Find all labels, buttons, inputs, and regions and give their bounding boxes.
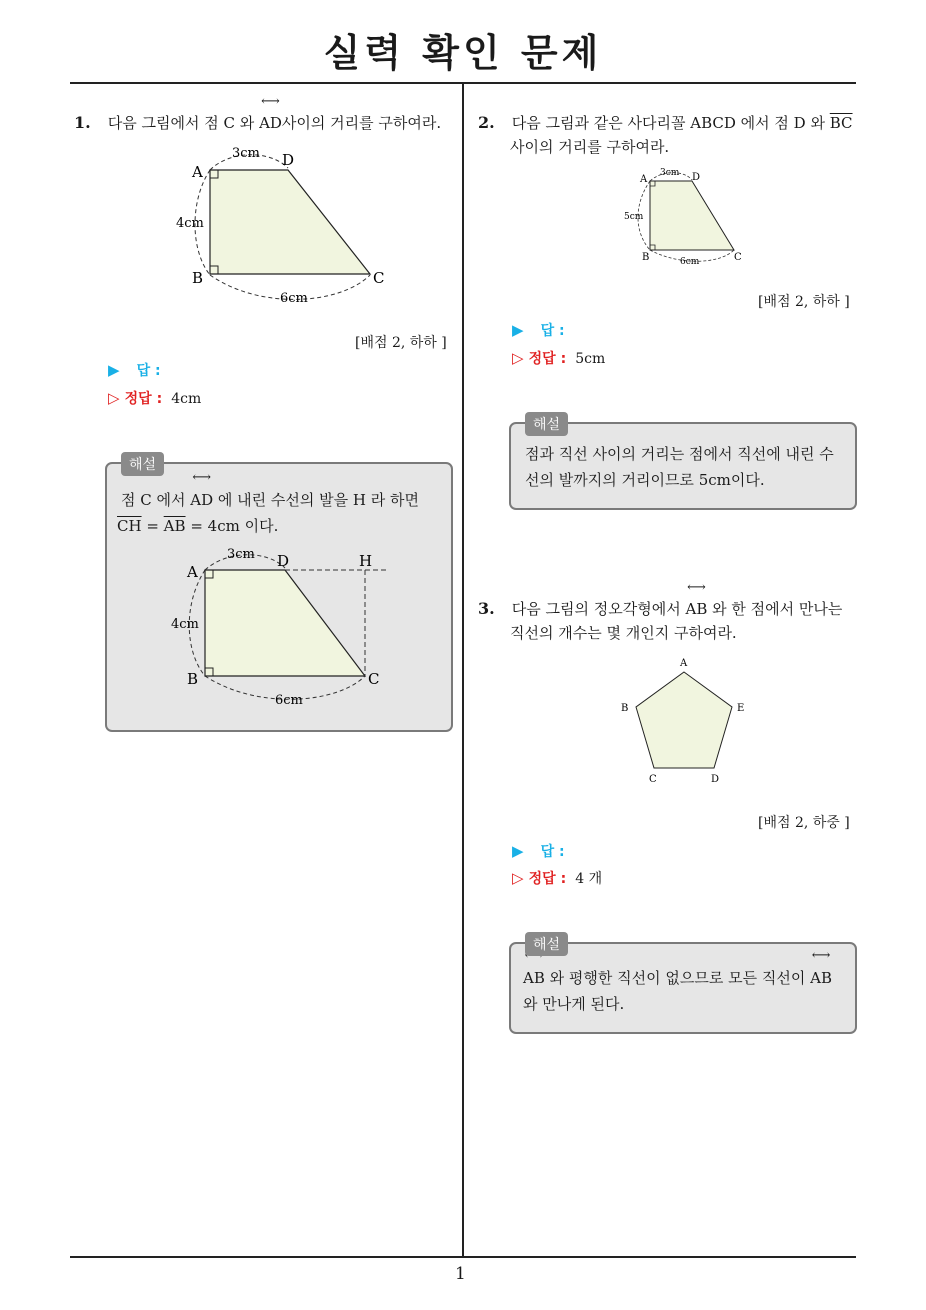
vertex-a: A [640, 174, 648, 185]
vertex-b: B [642, 252, 650, 263]
explanation-1-figure [167, 544, 407, 714]
explanation-1-line1: 점 C 에서 ⟷ AD 에 내린 수선의 발을 H 라 하면 [121, 486, 446, 514]
vertex-c: C [649, 774, 657, 785]
explanation-3-line2: 와 만나게 된다. [523, 995, 625, 1013]
explanation-3-line-name: ⟷ AB [523, 964, 545, 992]
correct-triangle-icon: ▷ [512, 349, 524, 367]
page-number: 1 [455, 1264, 466, 1284]
problem-1-figure [170, 140, 400, 310]
problem-1-text-before: 다음 그림에서 점 C 와 [107, 114, 255, 132]
problem-3-explanation-box [509, 937, 857, 1034]
problem-1-score: [배점 2, 하하 ] [355, 335, 447, 351]
problem-3 [478, 596, 863, 622]
problem-1-text-after: 사이의 거리를 구하여라. [281, 114, 442, 132]
vertex-d: D [692, 172, 701, 183]
problem-3-line-name: ⟷ AB [686, 596, 708, 622]
length-top: 3cm [227, 547, 255, 562]
explanation-1-tag: 해설 [121, 452, 164, 476]
regular-pentagon [636, 672, 732, 768]
vertex-a: A [680, 658, 688, 669]
correct-label: 정답 : [124, 391, 163, 407]
problem-2-segment-name: $\overline{BC}$ [829, 114, 853, 132]
length-top: 3cm [660, 168, 680, 178]
vertex-a: A [187, 563, 198, 581]
problem-2-correct-value: 5cm [575, 351, 606, 367]
explanation-2-line1: 점과 직선 사이의 거리는 점에서 직선에 내린 수 [525, 445, 834, 463]
column-divider [462, 83, 464, 1256]
problem-2-explanation-box [509, 417, 857, 510]
problem-2-figure [620, 164, 750, 270]
explanation-2-tag: 해설 [525, 412, 568, 436]
vertex-b: B [187, 670, 199, 688]
answer-triangle-icon: ▶ [512, 842, 524, 860]
problem-2-text-before: 다음 그림과 같은 사다리꼴 ABCD 에서 점 D 와 [511, 114, 825, 132]
vertex-c: C [373, 269, 385, 287]
problem-3-figure [615, 652, 755, 790]
problem-3-correct-row [512, 868, 602, 888]
problem-2-score: [배점 2, 하하 ] [758, 294, 850, 310]
length-left: 4cm [171, 617, 199, 632]
answer-triangle-icon: ▶ [108, 361, 120, 379]
length-left: 5cm [624, 212, 644, 222]
problem-3-text-before: 다음 그림의 정오각형에서 [511, 600, 681, 618]
problem-2 [478, 110, 863, 136]
problem-1-line-name: ⟷ AD [259, 110, 282, 136]
vertex-a: A [192, 163, 203, 181]
problem-1-explanation-box [105, 457, 453, 732]
problem-2-number: 2. [478, 113, 495, 132]
problem-1-correct-value: 4cm [171, 391, 202, 407]
vertex-d: D [711, 774, 720, 785]
trapezoid [205, 570, 365, 676]
explanation-3-line-name-2: ⟷ AB [810, 964, 832, 992]
problem-1 [74, 110, 459, 136]
problem-2-correct-row [512, 348, 605, 368]
explanation-3-line1: ⟷ AB 와 평행한 직선이 없으므로 모든 직선이 ⟷ AB [523, 964, 832, 992]
length-bottom: 6cm [680, 257, 700, 267]
length-top: 3cm [232, 146, 260, 161]
vertex-d: D [277, 552, 290, 570]
correct-triangle-icon: ▷ [108, 389, 120, 407]
correct-label: 정답 : [528, 871, 567, 887]
explanation-3-tag: 해설 [525, 932, 568, 956]
length-left: 4cm [176, 216, 204, 231]
problem-1-number: 1. [74, 113, 91, 132]
correct-label: 정답 : [528, 351, 567, 367]
vertex-c: C [368, 670, 380, 688]
problem-2-text-line2: 사이의 거리를 구하여라. [510, 138, 670, 156]
problem-1-answer-row [108, 360, 161, 380]
vertex-c: C [734, 252, 742, 263]
problem-3-answer-row [512, 841, 565, 861]
vertex-b: B [621, 703, 629, 714]
segment-ab: $\overline{AB}$ [163, 517, 186, 535]
problem-3-number: 3. [478, 599, 495, 618]
problem-3-correct-value: 4 개 [575, 871, 603, 887]
trapezoid [210, 170, 370, 274]
answer-triangle-icon: ▶ [512, 321, 524, 339]
explanation-1-line2: $\overline{CH} = \overline{AB} = 4cm$ 이다. [117, 517, 279, 535]
trapezoid [650, 181, 734, 250]
vertex-b: B [192, 269, 204, 287]
vertex-h: H [359, 552, 373, 570]
answer-label: 답 : [540, 323, 565, 339]
answer-label: 답 : [540, 844, 565, 860]
explanation-2-line2: 선의 발까지의 거리이므로 5cm이다. [525, 471, 765, 489]
page-title: 실력 확인 문제 [323, 31, 603, 75]
explanation-1-line-name: ⟷ AD [190, 486, 213, 514]
problem-3-text-after: 와 한 점에서 만나는 [712, 600, 843, 618]
correct-triangle-icon: ▷ [512, 869, 524, 887]
problem-1-correct-row [108, 388, 201, 408]
length-bottom: 6cm [275, 693, 303, 708]
segment-ch: $\overline{CH}$ [117, 517, 142, 535]
problem-3-text-line2: 직선의 개수는 몇 개인지 구하여라. [510, 624, 737, 642]
problem-2-answer-row [512, 320, 565, 340]
vertex-d: D [282, 151, 295, 169]
problem-3-score: [배점 2, 하중 ] [758, 815, 850, 831]
answer-label: 답 : [136, 363, 161, 379]
vertex-e: E [737, 703, 745, 714]
length-bottom: 6cm [280, 291, 308, 306]
footer-divider [70, 1256, 856, 1258]
